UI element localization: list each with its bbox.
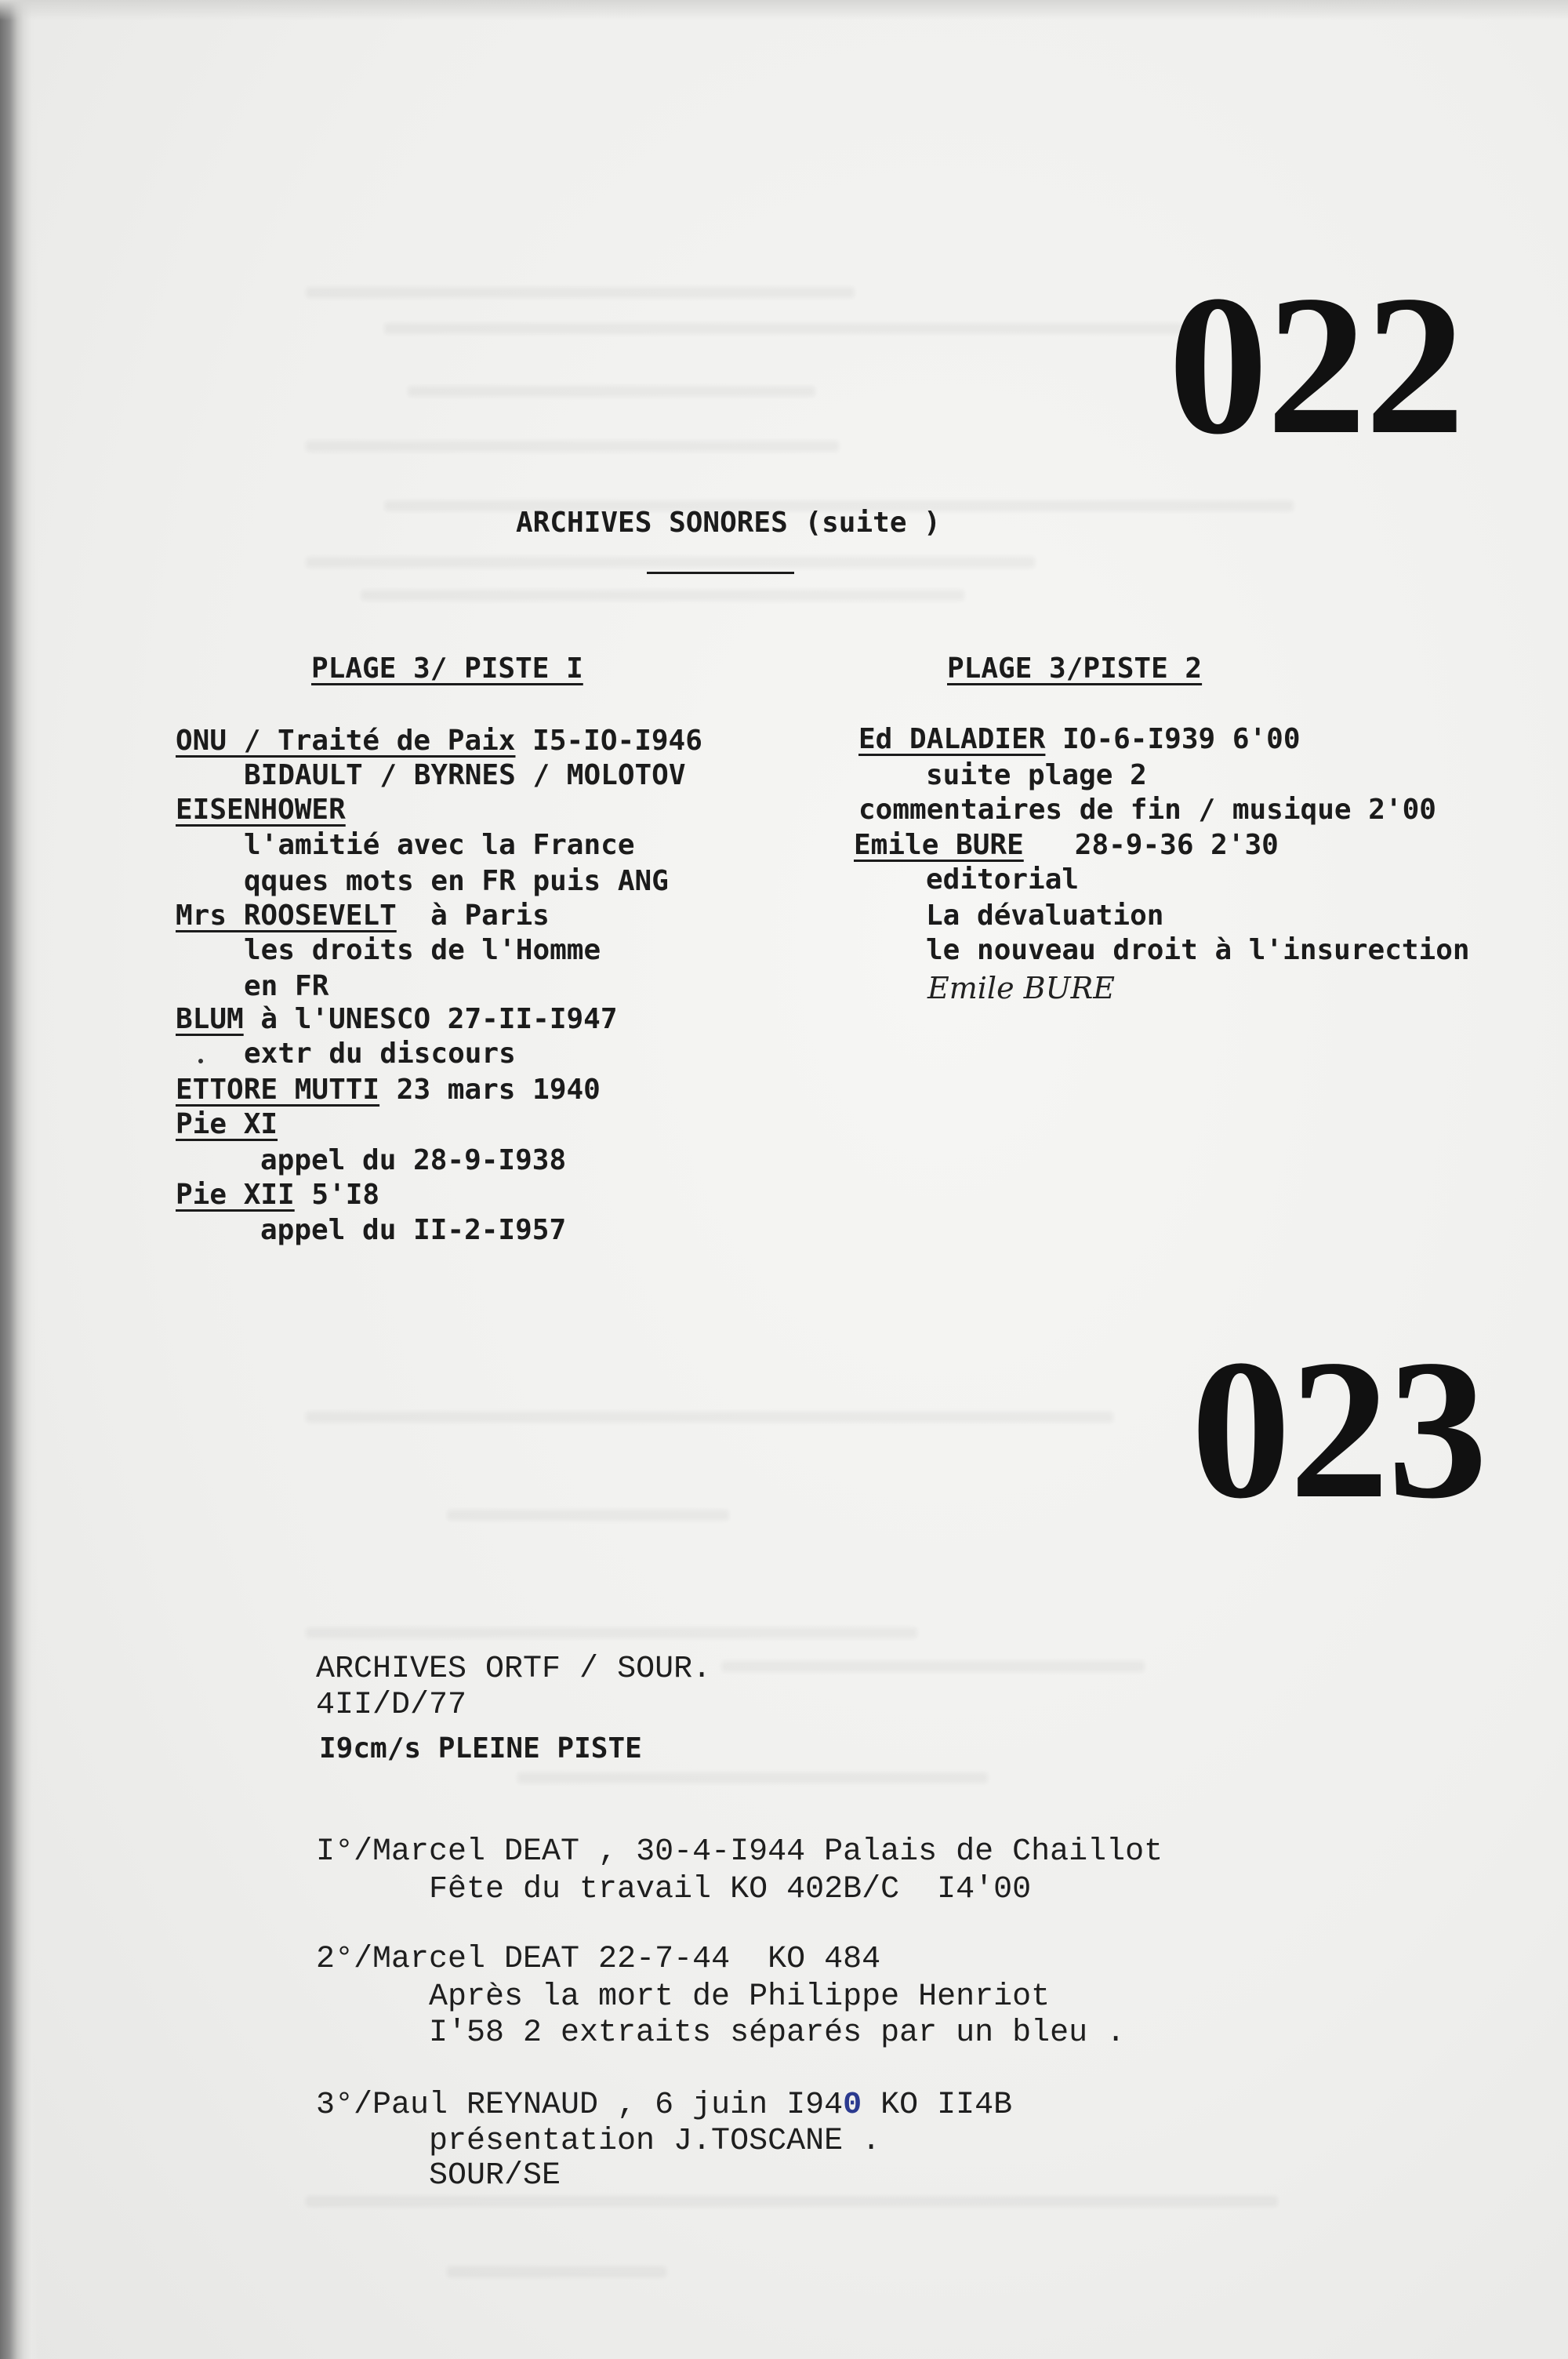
entry-name: ONU / Traité de Paix — [176, 725, 516, 757]
entry-line: commentaires de fin / musique 2'00 — [858, 794, 1436, 826]
heading-plage-right: PLAGE 3/PISTE 2 — [947, 652, 1203, 685]
heading-plage-left: PLAGE 3/ PISTE I — [311, 652, 583, 685]
entry-name: Emile BURE — [854, 829, 1024, 861]
entry-line — [176, 1005, 618, 1034]
entry-line — [858, 725, 1301, 754]
entry-line — [176, 727, 702, 755]
entry-line: le nouveau droit à l'insurection — [926, 934, 1470, 966]
recording-text: KO II4B — [862, 2088, 1013, 2123]
bleed-through-mark — [306, 2196, 1278, 2207]
entry-line — [176, 796, 346, 824]
recording-line: I°/Marcel DEAT , 30-4-I944 Palais de Chaillot — [316, 1834, 1163, 1870]
page-binding-edge — [0, 0, 38, 2359]
entry-name: EISENHOWER — [176, 794, 346, 826]
entry-line: editorial — [926, 863, 1080, 896]
bleed-through-mark — [721, 1661, 1145, 1672]
entry-detail: 5'I8 — [294, 1179, 380, 1211]
stray-ink-dot — [198, 1059, 203, 1063]
bleed-through-mark — [384, 323, 1184, 334]
bleed-through-mark — [517, 1772, 988, 1783]
tape-speed: I9cm/s PLEINE PISTE — [319, 1732, 642, 1765]
bleed-through-mark — [306, 557, 1035, 568]
recording-line — [316, 2090, 1012, 2121]
entry-line — [176, 1110, 278, 1139]
entry-name: Ed DALADIER — [858, 723, 1046, 755]
archive-source: ARCHIVES ORTF / SOUR. — [316, 1652, 712, 1687]
recording-detail: présentation J.TOSCANE . — [429, 2124, 881, 2159]
entry-line: BIDAULT / BYRNES / MOLOTOV — [244, 759, 686, 791]
entry-name: Pie XI — [176, 1108, 278, 1140]
entry-name: Pie XII — [176, 1179, 295, 1211]
archive-number-stamp: 022 — [1168, 255, 1464, 476]
bleed-through-mark — [447, 2266, 666, 2277]
recording-line: 2°/Marcel DEAT 22-7-44 KO 484 — [316, 1942, 881, 1977]
entry-name: ETTORE MUTTI — [176, 1074, 380, 1106]
archive-reference: 4II/D/77 — [316, 1688, 467, 1723]
entry-name: Mrs ROOSEVELT — [176, 900, 397, 932]
handwritten-signature: Emile BURE — [927, 971, 1115, 1005]
recording-text: 3°/Paul REYNAUD , 6 juin I94 — [316, 2088, 844, 2123]
entry-line — [176, 1181, 379, 1209]
entry-line: appel du II-2-I957 — [260, 1214, 567, 1246]
entry-detail: à l'UNESCO 27-II-I947 — [243, 1003, 618, 1035]
entry-line: extr du discours — [244, 1038, 516, 1070]
entry-line: l'amitié avec la France — [244, 829, 635, 861]
entry-line: suite plage 2 — [926, 759, 1147, 791]
entry-line — [176, 1076, 601, 1104]
bleed-through-mark — [306, 287, 855, 298]
bleed-through-mark — [447, 1510, 729, 1521]
entry-line — [854, 831, 1279, 860]
archive-number-stamp: 023 — [1191, 1319, 1486, 1540]
document-title: ARCHIVES SONORES (suite ) — [516, 507, 941, 539]
entry-line: les droits de l'Homme — [244, 934, 601, 966]
entry-detail: à Paris — [396, 900, 550, 932]
entry-detail: IO-6-I939 6'00 — [1045, 723, 1301, 755]
entry-detail: 23 mars 1940 — [379, 1074, 601, 1106]
recording-detail: Après la mort de Philippe Henriot — [429, 1979, 1051, 2015]
entry-line: appel du 28-9-I938 — [260, 1144, 567, 1176]
entry-name: BLUM — [176, 1003, 244, 1035]
entry-line — [176, 902, 550, 930]
bleed-through-mark — [361, 590, 964, 601]
entry-detail: I5-IO-I946 — [515, 725, 702, 757]
bleed-through-mark — [408, 386, 815, 397]
recording-detail: SOUR/SE — [429, 2158, 561, 2194]
title-underline — [647, 572, 794, 574]
entry-line: qques mots en FR puis ANG — [244, 865, 669, 897]
entry-line: en FR — [244, 970, 329, 1002]
handwritten-correction: 0 — [843, 2088, 862, 2123]
bleed-through-mark — [306, 1412, 1113, 1423]
recording-detail: I'58 2 extraits séparés par un bleu . — [429, 2016, 1126, 2051]
entry-detail: 28-9-36 2'30 — [1023, 829, 1279, 861]
page-top-shadow — [0, 0, 1568, 20]
recording-detail: Fête du travail KO 402B/C I4'00 — [429, 1872, 1032, 1907]
bleed-through-mark — [306, 1627, 917, 1638]
entry-line: La dévaluation — [926, 900, 1164, 932]
bleed-through-mark — [306, 441, 839, 452]
